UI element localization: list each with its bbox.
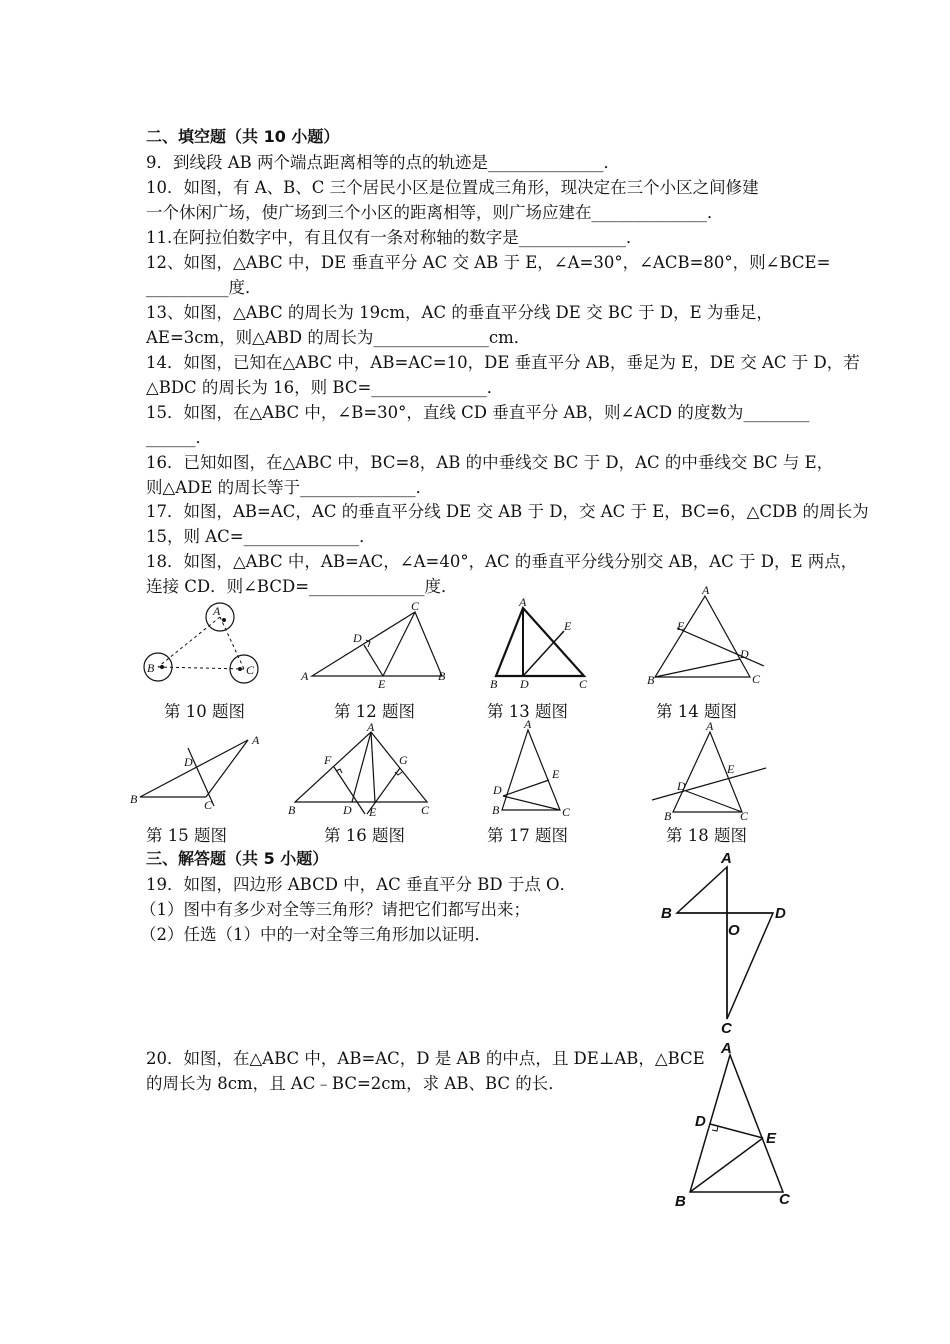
question-14-line-1: 14．如图，已知在△ABC 中，AB=AC=10，DE 垂直平分 AB，垂足为 E，DE 交 AC 于 D，若 bbox=[146, 353, 860, 372]
section-3-heading: 三、解答题（共 5 小题） bbox=[146, 849, 329, 868]
label-a: A bbox=[367, 720, 375, 734]
label-e: E bbox=[552, 767, 560, 781]
question-17-line-1: 17．如图，AB=AC，AC 的垂直平分线 DE 交 AB 于 D，交 AC 于 E，BC=6，△CDB 的周长为 bbox=[146, 502, 869, 521]
label-d: D bbox=[520, 677, 529, 691]
label-c: C bbox=[246, 663, 255, 677]
dashed-ab bbox=[158, 617, 220, 667]
figure-14 bbox=[644, 584, 769, 688]
figure-20 bbox=[665, 1040, 805, 1212]
label-f: F bbox=[324, 753, 332, 767]
line-de bbox=[503, 780, 549, 796]
question-19-part-1: （1）图中有多少对全等三角形？请把它们都写出来； bbox=[140, 900, 530, 919]
label-a: A bbox=[702, 583, 710, 597]
label-c: C bbox=[411, 599, 420, 613]
question-13-line-1: 13、如图，△ABC 的周长为 19cm，AC 的垂直平分线 DE 交 BC 于 D，E 为垂足， bbox=[146, 303, 773, 322]
question-15-line-2: ______． bbox=[146, 428, 212, 447]
label-a: A bbox=[706, 719, 714, 733]
figure-13 bbox=[488, 595, 593, 691]
question-18-line-2: 连接 CD．则∠BCD=______________度． bbox=[146, 577, 458, 596]
question-12-line-2: __________度． bbox=[146, 278, 262, 297]
line-de bbox=[652, 768, 766, 800]
question-20-line-1: 20．如图，在△ABC 中，AB=AC，D 是 AB 的中点，且 DE⊥AB，△BCE bbox=[146, 1049, 705, 1068]
caption-figure-18: 第 18 题图 bbox=[666, 826, 747, 845]
label-a: A bbox=[213, 604, 221, 618]
line-ca bbox=[206, 740, 248, 797]
figure-16 bbox=[287, 722, 437, 818]
label-b: B bbox=[492, 803, 500, 817]
figure-15 bbox=[128, 730, 268, 810]
label-g: G bbox=[399, 753, 408, 767]
figure-19 bbox=[655, 845, 795, 1035]
caption-figure-17: 第 17 题图 bbox=[487, 826, 568, 845]
question-16-line-1: 16．已知如图，在△ABC 中，BC=8，AB 的中垂线交 BC 于 D，AC 的中垂线交 BC 与 E， bbox=[146, 453, 834, 472]
label-b: B bbox=[438, 669, 446, 683]
question-10-line-2: 一个休闲广场，使广场到三个小区的距离相等，则广场应建在______________． bbox=[146, 203, 724, 222]
label-c: C bbox=[421, 803, 430, 817]
label-a: A bbox=[524, 717, 532, 731]
label-b: B bbox=[147, 661, 155, 675]
label-o: O bbox=[728, 922, 740, 939]
question-17-line-2: 15，则 AC=______________． bbox=[146, 527, 376, 546]
line-ed bbox=[677, 628, 764, 666]
line-de bbox=[364, 645, 383, 676]
question-11-line: 11.在阿拉伯数字中，有且仅有一条对称轴的数字是_____________． bbox=[146, 228, 643, 247]
label-e: E bbox=[766, 1130, 777, 1147]
caption-figure-16: 第 16 题图 bbox=[324, 826, 405, 845]
question-19-part-2: （2）任选（1）中的一对全等三角形加以证明． bbox=[140, 925, 491, 944]
label-a: A bbox=[301, 669, 309, 683]
question-16-line-2: 则△ADE 的周长等于______________． bbox=[146, 478, 433, 497]
label-c: C bbox=[752, 672, 761, 686]
figure-10 bbox=[138, 600, 268, 692]
label-a: A bbox=[721, 1040, 732, 1057]
triangle-abc bbox=[655, 596, 750, 677]
label-d: D bbox=[695, 1113, 706, 1130]
question-10-line-1: 10．如图，有 A、B、C 三个居民小区是位置成三角形，现决定在三个小区之间修建 bbox=[146, 178, 759, 197]
caption-figure-15: 第 15 题图 bbox=[146, 826, 227, 845]
label-b: B bbox=[647, 673, 655, 687]
question-12-line-1: 12、如图，△ABC 中，DE 垂直平分 AC 交 AB 于 E，∠A=30°，∠ACB=80°，则∠BCE= bbox=[146, 253, 831, 272]
label-e: E bbox=[727, 762, 735, 776]
label-d: D bbox=[775, 905, 786, 922]
label-e: E bbox=[369, 805, 377, 819]
label-d: D bbox=[353, 631, 362, 645]
caption-figure-13: 第 13 题图 bbox=[487, 702, 568, 721]
label-e: E bbox=[677, 619, 685, 633]
line-de bbox=[523, 631, 564, 676]
label-b: B bbox=[664, 809, 672, 823]
label-e: E bbox=[564, 619, 572, 633]
question-19-line-1: 19．如图，四边形 ABCD 中，AC 垂直平分 BD 于点 O． bbox=[146, 875, 577, 894]
label-c: C bbox=[740, 809, 749, 823]
figure-17 bbox=[486, 718, 576, 822]
label-d: D bbox=[740, 647, 749, 661]
line-bd bbox=[655, 659, 740, 677]
question-15-line-1: 15．如图，在△ABC 中，∠B=30°，直线 CD 垂直平分 AB，则∠ACD 的度数为________ bbox=[146, 403, 810, 422]
question-20-line-2: 的周长为 8cm，且 AC﹣BC=2cm，求 AB、BC 的长． bbox=[146, 1074, 565, 1093]
question-13-line-2: AE=3cm，则△ABD 的周长为______________cm． bbox=[146, 328, 531, 347]
kite-outline bbox=[677, 867, 773, 1019]
label-b: B bbox=[130, 792, 138, 806]
caption-figure-14: 第 14 题图 bbox=[656, 702, 737, 721]
label-e: E bbox=[378, 677, 386, 691]
line-ad bbox=[352, 732, 371, 802]
label-d: D bbox=[343, 803, 352, 817]
label-a: A bbox=[721, 850, 732, 867]
label-b: B bbox=[288, 803, 296, 817]
label-b: B bbox=[661, 905, 672, 922]
question-18-line-1: 18．如图，△ABC 中，AB=AC，∠A=40°，AC 的垂直平分线分别交 AB，AC 于 D，E 两点， bbox=[146, 552, 858, 571]
label-a: A bbox=[519, 595, 527, 609]
line-ae bbox=[371, 732, 375, 802]
dashed-bc bbox=[158, 667, 244, 669]
label-d: D bbox=[677, 779, 686, 793]
line-be bbox=[690, 1138, 763, 1192]
question-9-line: 9．到线段 AB 两个端点距离相等的点的轨迹是______________． bbox=[146, 153, 621, 172]
caption-figure-12: 第 12 题图 bbox=[334, 702, 415, 721]
label-a: A bbox=[252, 733, 260, 747]
label-c: C bbox=[562, 805, 571, 819]
caption-figure-10: 第 10 题图 bbox=[164, 702, 245, 721]
line-ba bbox=[140, 740, 248, 797]
label-c: C bbox=[204, 798, 213, 812]
line-dc bbox=[686, 791, 742, 812]
label-d: D bbox=[493, 783, 502, 797]
label-c: C bbox=[721, 1020, 732, 1037]
label-b: B bbox=[490, 677, 498, 691]
label-b: B bbox=[675, 1193, 686, 1210]
label-c: C bbox=[579, 677, 588, 691]
section-2-heading: 二、填空题（共 10 小题） bbox=[146, 127, 340, 146]
label-d: D bbox=[184, 755, 193, 769]
figure-18 bbox=[650, 720, 775, 822]
question-14-line-2: △BDC 的周长为 16，则 BC=______________． bbox=[146, 378, 504, 397]
figure-12 bbox=[300, 599, 455, 691]
line-dc bbox=[503, 796, 560, 810]
label-c: C bbox=[779, 1191, 790, 1208]
